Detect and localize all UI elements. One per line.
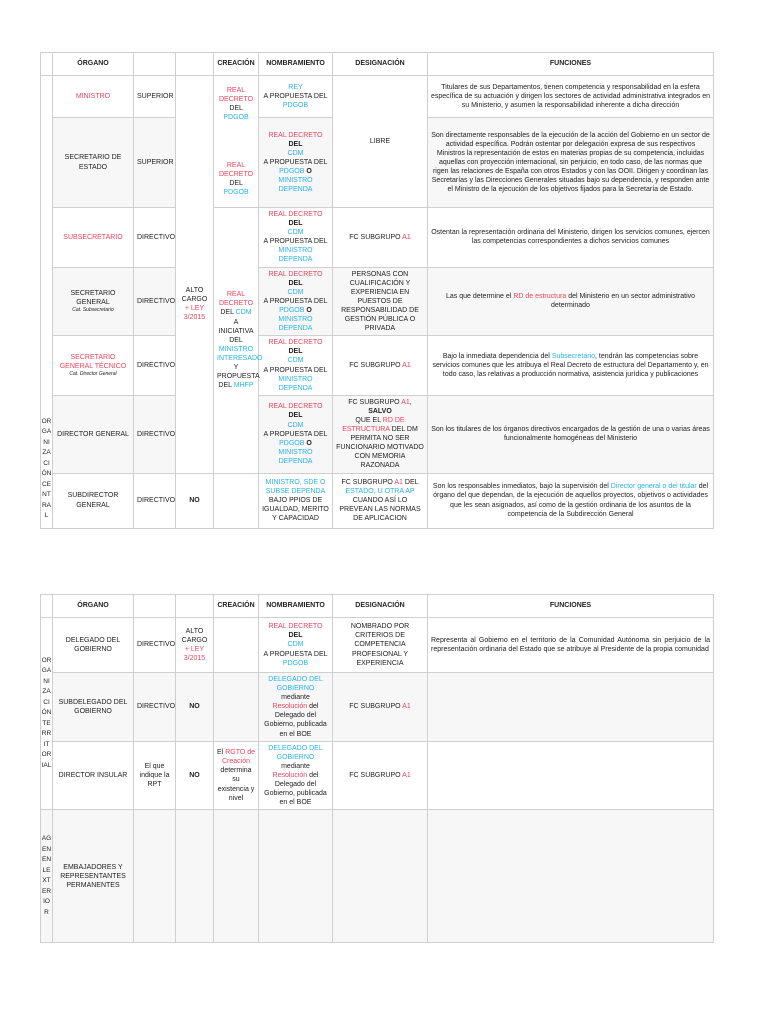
table-organizacion-central bbox=[40, 52, 714, 529]
creacion-rgto-cell: El RGTO de Creación determina su existencia y nivel bbox=[214, 741, 259, 810]
organo-cell: DELEGADO DEL GOBIERNO bbox=[53, 618, 134, 673]
header-organo: ÓRGANO bbox=[53, 595, 134, 618]
organo-cell: SUBDIRECTOR GENERAL bbox=[53, 473, 134, 528]
funciones-cell: Son directamente responsables de la ejecución de la acción del Gobierno en un sector de actividad específica. Podrán ostentar por delegación expresa de sus respectivos Ministros la representación de estos en materias propias de su competencia, incluidas aquellas con proyección internacional, sin perjuicio, en todo caso, de las normas que rigen las relaciones de España con otros Estados y con las OOII. Dirigen y coordinan las Secretarías y las Direcciones Generales situadas bajo su dependencia, y responden ante el Ministro de la ejecución de los objetivos fijados para la Secretaría de Estado. bbox=[428, 118, 714, 208]
designacion-cell: FC SUBGRUPO A1, SALVO QUE EL RD DE ESTRUCTURA DEL DM PERMITA NO SER FUNCIONARIO MOTIVADO CON MEMORIA RAZONADA bbox=[333, 395, 428, 473]
side-label-exterior: AGENENLEXTERIOR bbox=[41, 810, 53, 943]
nivel-cell: SUPERIOR bbox=[134, 118, 176, 208]
table-row bbox=[41, 208, 714, 268]
header-nombramiento: NOMBRAMIENTO bbox=[259, 595, 333, 618]
designacion-cell: FC SUBGRUPO A1 bbox=[333, 336, 428, 396]
nivel-cell: DIRECTIVO bbox=[134, 618, 176, 673]
nombramiento-cell: REAL DECRETO DEL CDM A PROPUESTA DEL MINISTRO DEPENDA bbox=[259, 208, 333, 268]
organo-cell: SECRETARIO GENERAL Cat. Subsecretario bbox=[53, 267, 134, 336]
creacion-cell: ALTO CARGO + LEY 3/2015 bbox=[176, 618, 214, 673]
alto-cargo-cell: ALTO CARGO + LEY 3/2015 bbox=[176, 76, 214, 474]
header-nombramiento: NOMBRAMIENTO bbox=[259, 53, 333, 76]
funciones-cell: Bajo la inmediata dependencia del Subsecretario, tendrán las competencias sobre servicios comunes que les atribuya el Real Decreto de estructura del Departamento y, en todo caso, las relativas a producción normativa, asistencia jurídica y publicaciones bbox=[428, 336, 714, 396]
table-row bbox=[41, 673, 714, 742]
funciones-cell: Ostentan la representación ordinaria del Ministerio, dirigen los servicios comunes, ejercen las competencias correspondientes a dichos servicios comunes bbox=[428, 208, 714, 268]
side-label-territorial: ORGANIZACIÓNTERRITORIAL bbox=[41, 618, 53, 810]
side-label: ORGANIZACIÓNCENTRAL bbox=[41, 76, 53, 529]
table-row bbox=[41, 76, 714, 118]
organo-cell: SECRETARIO DE ESTADO bbox=[53, 118, 134, 208]
funciones-cell: Son los responsables inmediatos, bajo la supervisión del Director general o del titular del órgano del que dependan, de la ejecución de aquellos proyectos, objetivos o actividades que les sean asignados, así como de la gestión ordinaria de los asuntos de la competencia de la Subdirección General bbox=[428, 473, 714, 528]
nombramiento-cell: MINISTRO, SDE O SUBSE DEPENDA BAJO PPIOS DE IGUALDAD, MERITO Y CAPACIDAD bbox=[259, 473, 333, 528]
table-row bbox=[41, 810, 714, 943]
designacion-cell: PERSONAS CON CUALIFICACIÓN Y EXPERIENCIA EN PUESTOS DE RESPONSABILIDAD DE GESTIÓN PÚBLICA O PRIVADA bbox=[333, 267, 428, 336]
creacion-cell: REAL DECRETO DEL PDGOB REAL DECRETO DEL PDGOB bbox=[214, 76, 259, 208]
table-row bbox=[41, 395, 714, 473]
nombramiento-cell: REY A PROPUESTA DEL PDGOB bbox=[259, 76, 333, 118]
header-funciones: FUNCIONES bbox=[428, 595, 714, 618]
organo-cell: DIRECTOR GENERAL bbox=[53, 395, 134, 473]
funciones-cell: Representa al Gobierno en el territorio de la Comunidad Autónoma sin perjuicio de la representación ordinaria del Estado que se atribuye al Presidente de la propia comunidad bbox=[428, 618, 714, 673]
nivel-cell: DIRECTIVO bbox=[134, 267, 176, 336]
nivel-cell: DIRECTIVO bbox=[134, 395, 176, 473]
nivel-cell: DIRECTIVO bbox=[134, 673, 176, 742]
nombramiento-cell: DELEGADO DEL GOBIERNO mediante Resolución del Delegado del Gobierno, publicada en el BOE bbox=[259, 741, 333, 810]
organo-cell: MINISTRO bbox=[53, 76, 134, 118]
header-designacion: DESIGNACIÓN bbox=[333, 595, 428, 618]
nivel-cell: DIRECTIVO bbox=[134, 336, 176, 396]
organo-cell: SECRETARIO GENERAL TÉCNICO Cat. Director General bbox=[53, 336, 134, 396]
header-creacion: CREACIÓN bbox=[214, 595, 259, 618]
header-organo: ÓRGANO bbox=[53, 53, 134, 76]
table-row bbox=[41, 267, 714, 336]
funciones-cell: Titulares de sus Departamentos, tienen competencia y responsabilidad en la esfera específica de su actuación y dirigen los sectores de actividad administrativa integrados en su Ministerio, y asumen la responsabilidad inherente a dicha dirección bbox=[428, 76, 714, 118]
organo-cell: SUBSECRETARIO bbox=[53, 208, 134, 268]
creacion-cell: NO bbox=[176, 741, 214, 810]
designacion-cell: FC SUBGRUPO A1 bbox=[333, 741, 428, 810]
header-row bbox=[41, 595, 714, 618]
table-organizacion-territorial bbox=[40, 594, 714, 943]
nivel-cell: DIRECTIVO bbox=[134, 473, 176, 528]
header-creacion: CREACIÓN bbox=[214, 53, 259, 76]
designacion-cell: FC SUBGRUPO A1 bbox=[333, 673, 428, 742]
header-designacion: DESIGNACIÓN bbox=[333, 53, 428, 76]
nivel-cell: El que indique la RPT bbox=[134, 741, 176, 810]
header-row bbox=[41, 53, 714, 76]
organo-cell: EMBAJADORES Y REPRESENTANTES PERMANENTES bbox=[53, 810, 134, 943]
creacion-cell: NO bbox=[176, 673, 214, 742]
creacion-cell: REAL DECRETO DEL CDM A INICIATIVA DEL MINISTRO INTERESADO Y PROPUESTA DEL MHFP bbox=[214, 208, 259, 474]
creacion-cell: NO bbox=[176, 473, 214, 528]
nombramiento-cell: REAL DECRETO DEL CDM A PROPUESTA DEL MINISTRO DEPENDA bbox=[259, 336, 333, 396]
designacion-cell: LIBRE bbox=[333, 76, 428, 208]
organo-cell: DIRECTOR INSULAR bbox=[53, 741, 134, 810]
nombramiento-cell: REAL DECRETO DEL CDM A PROPUESTA DEL PDGOB bbox=[259, 618, 333, 673]
organo-cell: SUBDELEGADO DEL GOBIERNO bbox=[53, 673, 134, 742]
funciones-cell: Son los titulares de los órganos directivos encargados de la gestión de una o varias áreas funcionalmente homogéneas del Ministerio bbox=[428, 395, 714, 473]
designacion-cell: FC SUBGRUPO A1 bbox=[333, 208, 428, 268]
funciones-cell: Las que determine el RD de estructura del Ministerio en un sector administrativo determinado bbox=[428, 267, 714, 336]
nombramiento-cell: REAL DECRETO DEL CDM A PROPUESTA DEL PDGOB O MINISTRO DEPENDA bbox=[259, 395, 333, 473]
table-row bbox=[41, 473, 714, 528]
table-row bbox=[41, 336, 714, 396]
nivel-cell: DIRECTIVO bbox=[134, 208, 176, 268]
nivel-cell: SUPERIOR bbox=[134, 76, 176, 118]
header-funciones: FUNCIONES bbox=[428, 53, 714, 76]
table-row bbox=[41, 741, 714, 810]
designacion-cell: NOMBRADO POR CRITERIOS DE COMPETENCIA PROFESIONAL Y EXPERIENCIA bbox=[333, 618, 428, 673]
nombramiento-cell: REAL DECRETO DEL CDM A PROPUESTA DEL PDGOB O MINISTRO DEPENDA bbox=[259, 267, 333, 336]
table-row bbox=[41, 618, 714, 673]
nombramiento-cell: REAL DECRETO DEL CDM A PROPUESTA DEL PDGOB O MINISTRO DEPENDA bbox=[259, 118, 333, 208]
designacion-cell: FC SUBGRUPO A1 DEL ESTADO, U OTRA AP CUANDO ASÍ LO PREVEAN LAS NORMAS DE APLICACION bbox=[333, 473, 428, 528]
nombramiento-cell: DELEGADO DEL GOBIERNO mediante Resolución del Delegado del Gobierno, publicada en el BOE bbox=[259, 673, 333, 742]
